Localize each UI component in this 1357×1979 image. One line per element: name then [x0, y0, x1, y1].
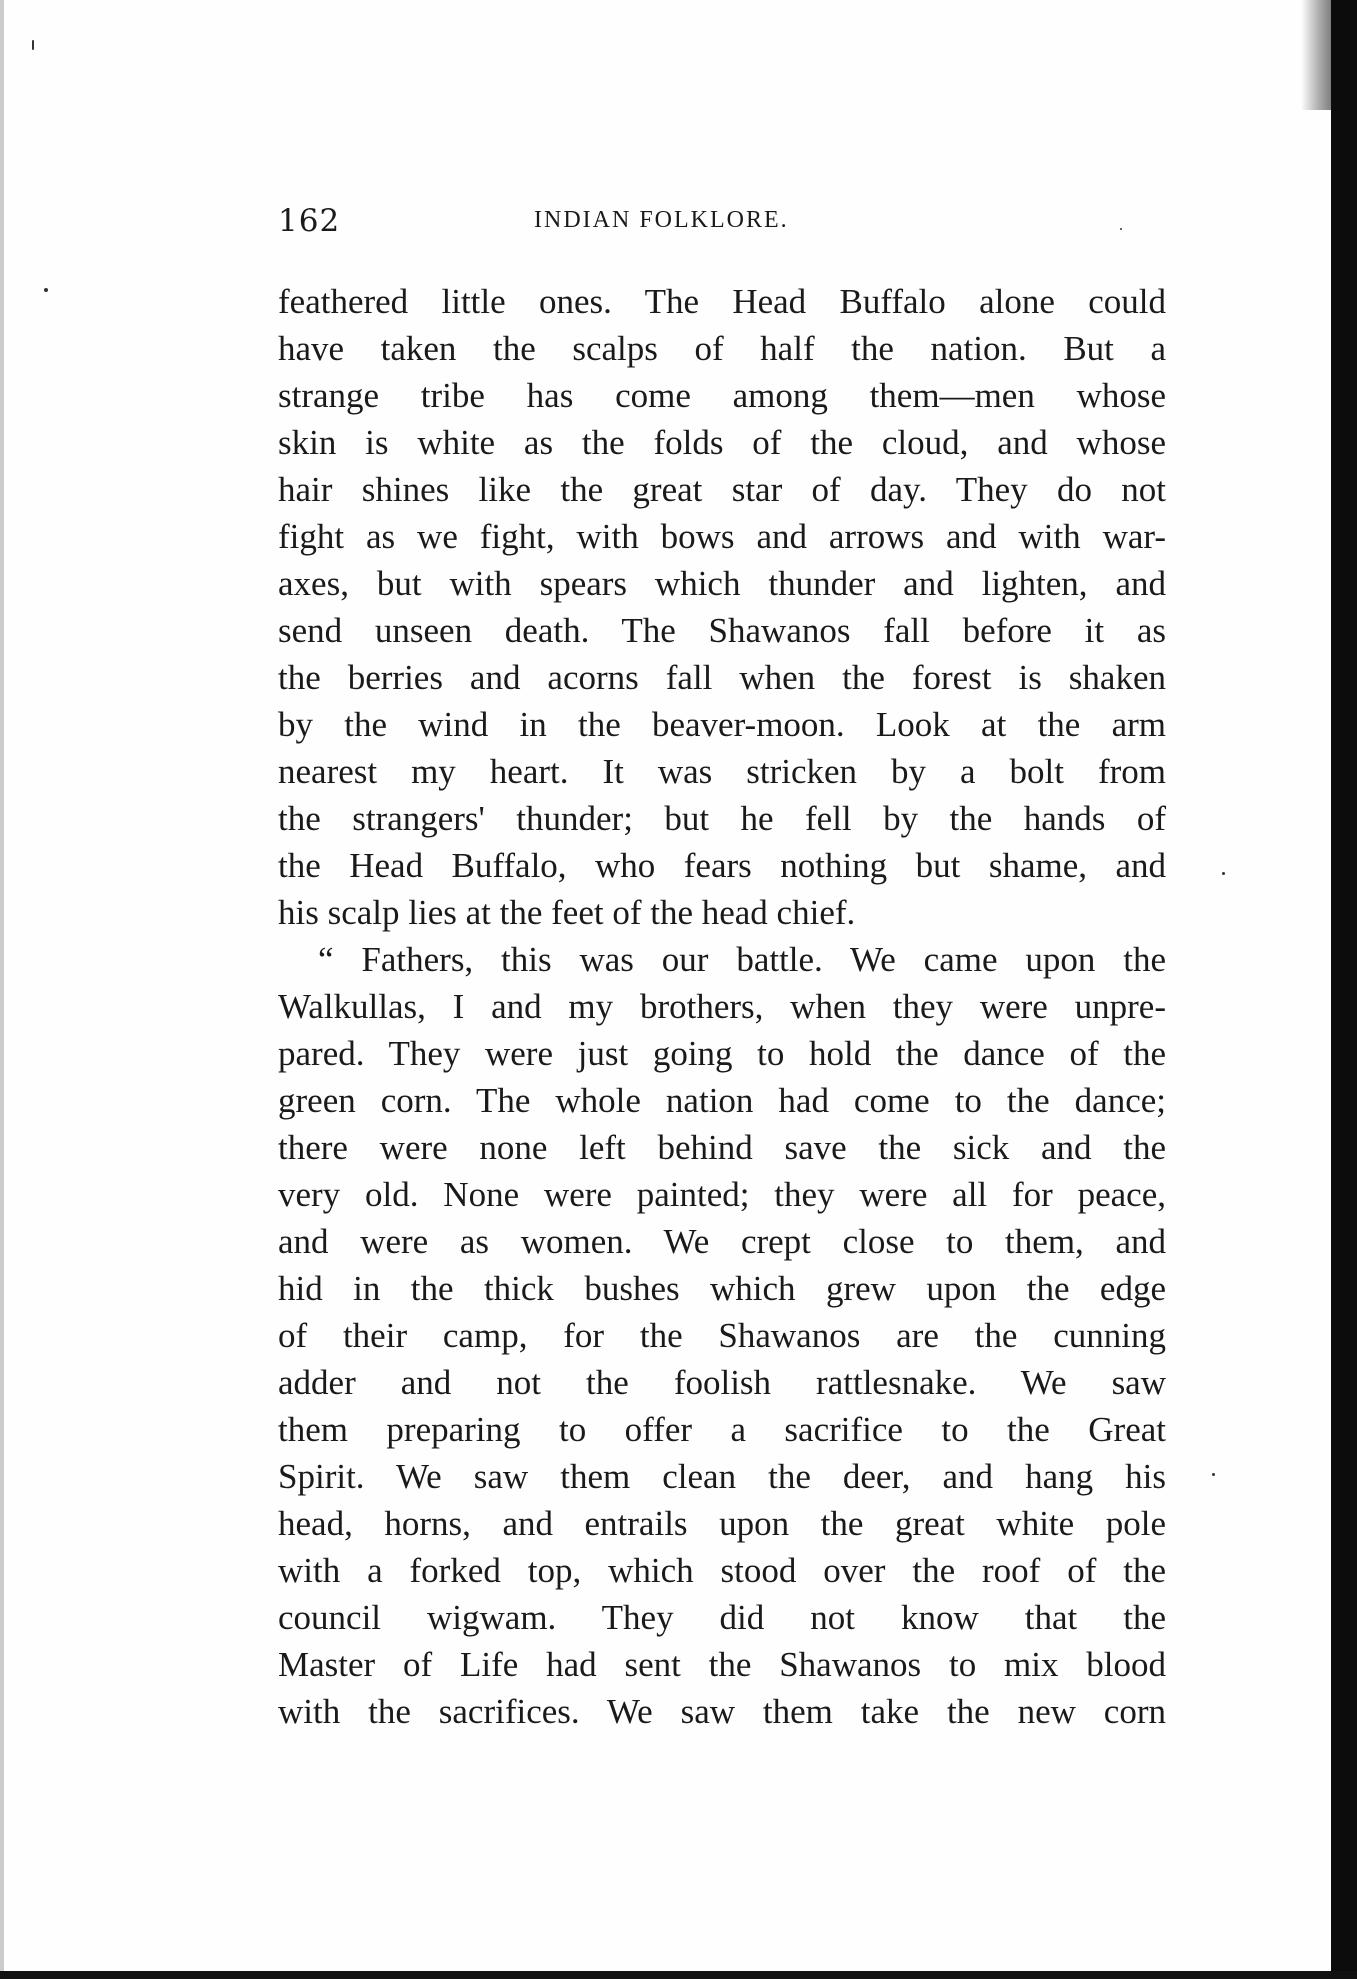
text-line: fight as we fight, with bows and arrows and with war- — [278, 517, 1166, 556]
text-line: Spirit. We saw them clean the deer, and hang his — [278, 1457, 1166, 1496]
text-line: strange tribe has come among them—men whose — [278, 376, 1166, 415]
paragraph-2 — [278, 936, 1166, 1735]
left-scan-edge — [0, 0, 4, 1979]
paragraph-1 — [278, 278, 1166, 936]
text-line: feathered little ones. The Head Buffalo alone could — [278, 282, 1166, 321]
text-line: very old. None were painted; they were all for peace, — [278, 1175, 1166, 1214]
text-line: skin is white as the folds of the cloud, and whose — [278, 423, 1166, 462]
text-line: the berries and acorns fall when the forest is shaken — [278, 658, 1166, 697]
text-line: the Head Buffalo, who fears nothing but shame, and — [278, 846, 1166, 885]
text-line: hair shines like the great star of day. They do not — [278, 470, 1166, 509]
text-line: “ Fathers, this was our battle. We came upon the — [318, 940, 1166, 979]
text-line: nearest my heart. It was stricken by a bolt from — [278, 752, 1166, 791]
text-line: his scalp lies at the feet of the head chief. — [278, 893, 856, 932]
text-line: there were none left behind save the sick and the — [278, 1128, 1166, 1167]
text-line: adder and not the foolish rattlesnake. We saw — [278, 1363, 1166, 1402]
text-line: with a forked top, which stood over the roof of the — [278, 1551, 1166, 1590]
text-line: hid in the thick bushes which grew upon the edge — [278, 1269, 1166, 1308]
text-line: send unseen death. The Shawanos fall before it as — [278, 611, 1166, 650]
text-line: by the wind in the beaver-moon. Look at the arm — [278, 705, 1166, 744]
torn-corner-shadow — [1301, 0, 1331, 110]
text-line: axes, but with spears which thunder and lighten, and — [278, 564, 1166, 603]
ink-speck — [44, 288, 48, 292]
text-line: have taken the scalps of half the nation. But a — [278, 329, 1166, 368]
text-line: Master of Life had sent the Shawanos to mix blood — [278, 1645, 1166, 1684]
bottom-scan-edge — [0, 1971, 1357, 1979]
text-line: Walkullas, I and my brothers, when they were unpre- — [278, 987, 1166, 1026]
text-line: of their camp, for the Shawanos are the cunning — [278, 1316, 1166, 1355]
text-line: with the sacrifices. We saw them take the new corn — [278, 1692, 1166, 1731]
running-title: INDIAN FOLKLORE. — [534, 207, 789, 233]
text-line: pared. They were just going to hold the dance of the — [278, 1034, 1166, 1073]
page-number: 162 — [278, 203, 341, 239]
text-line: head, horns, and entrails upon the great white pole — [278, 1504, 1166, 1543]
text-line: council wigwam. They did not know that the — [278, 1598, 1166, 1637]
text-line: and were as women. We crept close to them, and — [278, 1222, 1166, 1261]
ink-speck — [1212, 1473, 1215, 1476]
ink-speck — [32, 40, 34, 50]
running-head — [278, 203, 1178, 243]
right-scan-edge — [1331, 0, 1357, 1979]
text-line: them preparing to offer a sacrifice to the Great — [278, 1410, 1166, 1449]
text-line: green corn. The whole nation had come to the dance; — [278, 1081, 1166, 1120]
text-line: the strangers' thunder; but he fell by the hands of — [278, 799, 1166, 838]
ink-speck — [1222, 872, 1225, 875]
body-text — [278, 278, 1166, 1735]
